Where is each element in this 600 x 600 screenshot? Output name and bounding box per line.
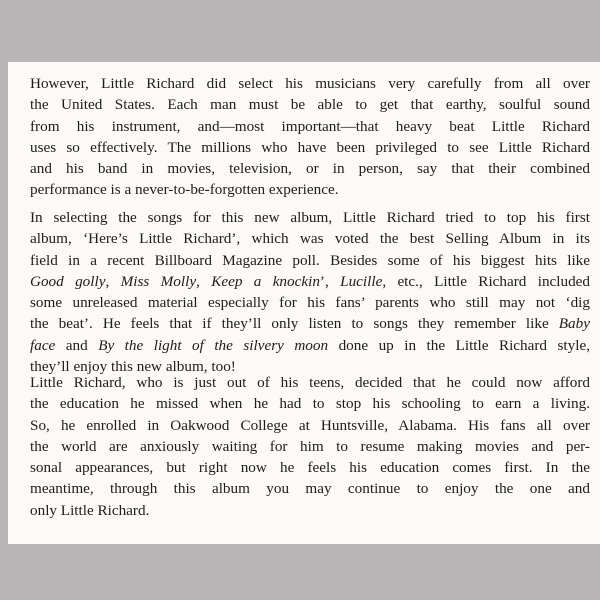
paragraph-line: only Little Richard.	[30, 501, 150, 519]
song-title: Keep a knockin	[211, 272, 320, 290]
paragraph-line: uses so effectively. The millions who have been privileged to see Little Richard	[30, 138, 590, 156]
paragraph-line: the education he missed when he had to stop his schooling to earn a living.	[30, 395, 590, 413]
song-title: By the light of the silvery moon	[98, 336, 329, 354]
paragraph-line: In selecting the songs for this new album, Little Richard tried to top his first	[30, 209, 590, 226]
line-text: ,	[105, 272, 121, 290]
paragraph-line: performance is a never-to-be-forgotten experience.	[30, 181, 339, 199]
paragraph-line: meantime, through this album you may continue to enjoy the one and	[30, 480, 590, 498]
paragraph-line: the world are anxiously waiting for him to resume making movies and per-	[30, 437, 590, 455]
liner-notes-card	[8, 62, 600, 544]
liner-notes-paragraph-1	[30, 73, 590, 201]
song-title: Baby	[558, 315, 590, 333]
paragraph-line	[30, 271, 590, 292]
paragraph-line: field in a recent Billboard Magazine poll. Besides some of his biggest hits like	[30, 251, 590, 269]
paragraph-line: sonal appearances, but right now he feels his education comes first. In the	[30, 459, 590, 477]
song-title: Lucille	[340, 272, 383, 290]
liner-notes-paragraph-2	[30, 207, 590, 377]
paragraph-line: Little Richard, who is just out of his teens, decided that he could now afford	[30, 374, 590, 391]
paragraph-line	[30, 335, 590, 356]
paragraph-line	[30, 313, 590, 334]
song-title: Miss Molly	[120, 272, 197, 290]
line-text: ’,	[319, 272, 341, 290]
paragraph-line: from his instrument, and—most important—that heavy beat Little Richard	[30, 117, 590, 135]
line-text: done up in the Little Richard style,	[328, 336, 590, 354]
paragraph-line: However, Little Richard did select his musicians very carefully from all over	[30, 75, 590, 92]
line-text: the beat’. He feels that if they’ll only listen to songs they remember like	[30, 315, 559, 333]
paragraph-line: some unreleased material especially for his fans’ parents who still may not ‘dig	[30, 294, 590, 312]
paragraph-line: album, ‘Here’s Little Richard’, which was voted the best Selling Album in its	[30, 230, 590, 248]
liner-notes-paragraph-3	[30, 372, 590, 521]
song-title: Good golly	[30, 272, 106, 290]
line-text: and	[55, 336, 99, 354]
paragraph-line: and his band in movies, television, or in person, say that their combined	[30, 160, 590, 178]
paragraph-line: So, he enrolled in Oakwood College at Huntsville, Alabama. His fans all over	[30, 416, 590, 434]
paragraph-line: they’ll enjoy this new album, too!	[30, 358, 236, 376]
line-text: , etc., Little Richard included	[382, 272, 591, 290]
song-title: face	[30, 336, 56, 354]
line-text: ,	[196, 272, 212, 290]
paragraph-line: the United States. Each man must be able to get that earthy, soulful sound	[30, 96, 590, 114]
